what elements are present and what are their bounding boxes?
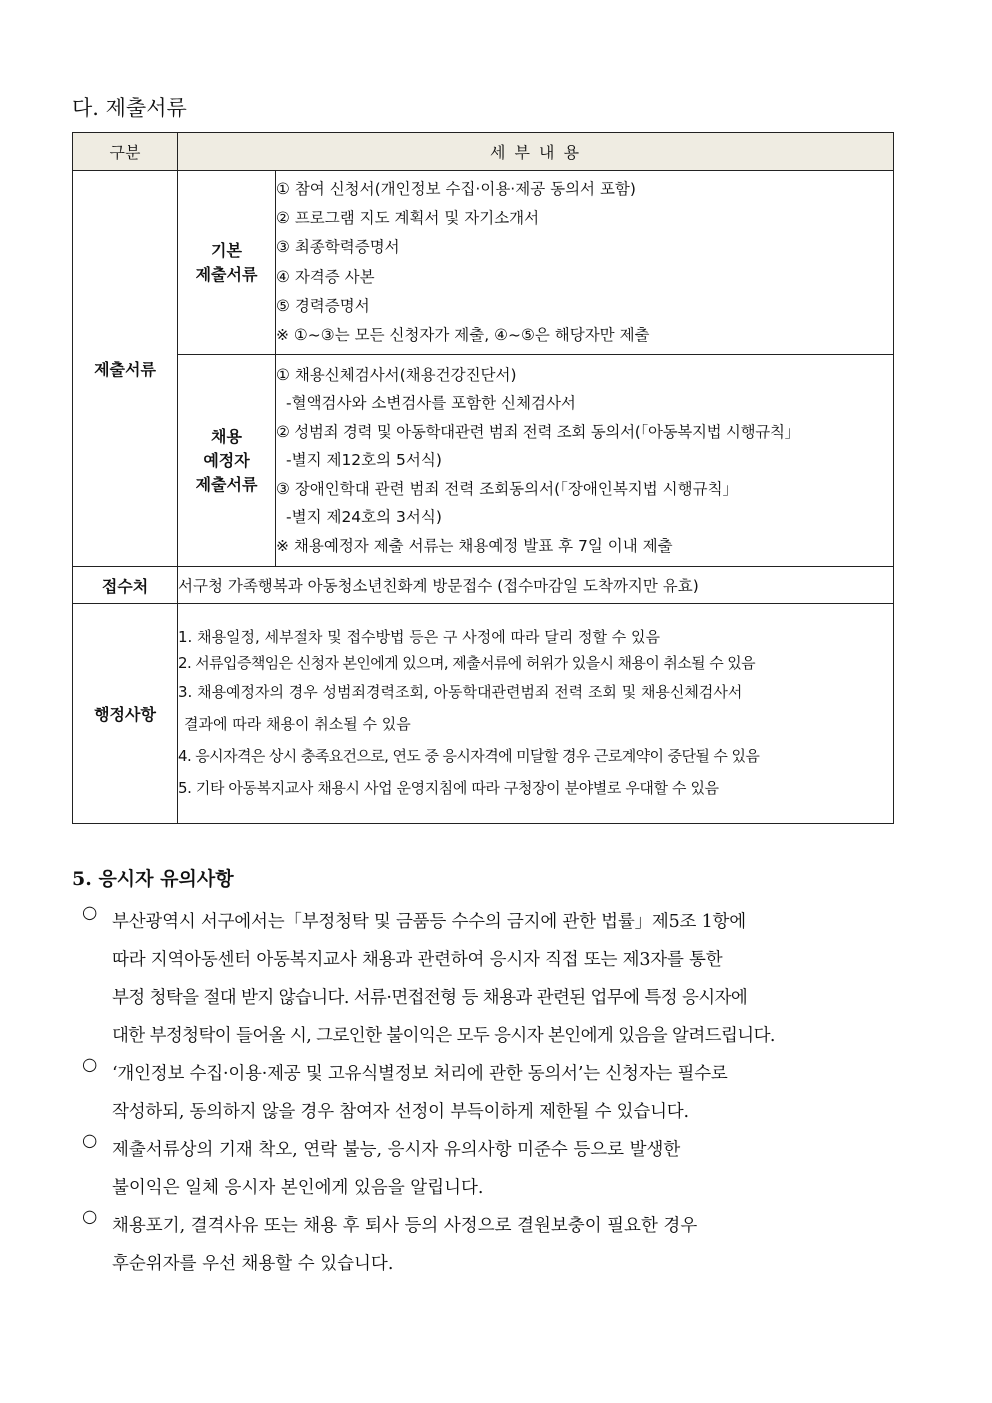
- bullet-circle-icon: ○: [82, 1207, 98, 1227]
- basic-label-line1: 기본: [211, 240, 242, 260]
- list-item: -별지 제12호의 5서식): [286, 451, 442, 470]
- list-item: 2. 서류입증책임은 신청자 본인에게 있으며, 제출서류에 허위가 있을시 채용이 취소될 수 있음: [178, 653, 756, 672]
- list-item: 결과에 따라 채용이 취소될 수 있음: [184, 714, 411, 733]
- admin-label: 행정사항: [73, 604, 178, 824]
- list-item: ⑤ 경력증명서: [276, 296, 370, 315]
- note-item: [82, 1055, 912, 1131]
- bullet-circle-icon: ○: [82, 903, 98, 923]
- note-item: [82, 1207, 912, 1283]
- list-item: ③ 최종학력증명서: [276, 238, 400, 257]
- basic-docs-list: [276, 171, 894, 355]
- reception-label: 접수처: [73, 567, 178, 604]
- table-row: [73, 604, 894, 824]
- section-5-title: 5. 응시자 유의사항: [72, 868, 234, 890]
- list-item: -별지 제24호의 3서식): [286, 508, 442, 527]
- basic-docs-label: [178, 171, 276, 355]
- list-item: 3. 채용예정자의 경우 성범죄경력조회, 아동학대관련범죄 전력 조회 및 채용신체검사서: [178, 682, 743, 701]
- bullet-circle-icon: ○: [82, 1131, 98, 1151]
- table-row: [73, 171, 894, 355]
- note-line: 제출서류상의 기재 착오, 연락 불능, 응시자 유의사항 미준수 등으로 발생한: [112, 1140, 681, 1160]
- candidate-docs-label: [178, 355, 276, 567]
- note-line: 부산광역시 서구에서는「부정청탁 및 금품등 수수의 금지에 관한 법률」제5조 1항에: [112, 912, 746, 932]
- note-line: 따라 지역아동센터 아동복지교사 채용과 관련하여 응시자 직접 또는 제3자를 통한: [112, 950, 723, 970]
- submission-documents-table: [72, 132, 894, 824]
- note-item: [82, 1131, 912, 1207]
- reception-text: 서구청 가족행복과 아동청소년친화계 방문접수 (접수마감일 도착까지만 유효): [178, 567, 894, 604]
- note-line: 채용포기, 결격사유 또는 채용 후 퇴사 등의 사정으로 결원보충이 필요한 경우: [112, 1216, 698, 1236]
- candidate-label-line3: 제출서류: [195, 474, 258, 494]
- list-item: 4. 응시자격은 상시 충족요건으로, 연도 중 응시자격에 미달할 경우 근로계약이 중단될 수 있음: [178, 746, 760, 765]
- header-category: 구분: [73, 133, 178, 171]
- note-line: 작성하되, 동의하지 않을 경우 참여자 선정이 부득이하게 제한될 수 있습니다.: [112, 1102, 689, 1122]
- admin-list: [178, 604, 894, 824]
- note-line: 부정 청탁을 절대 받지 않습니다. 서류·면접전형 등 채용과 관련된 업무에 특정 응시자에: [112, 988, 748, 1008]
- section-d-title: 다. 제출서류: [72, 96, 187, 120]
- list-item: ① 참여 신청서(개인정보 수집·이용·제공 동의서 포함): [276, 179, 636, 198]
- basic-label-line2: 제출서류: [195, 264, 258, 284]
- list-note: ※ ①~③는 모든 신청자가 제출, ④~⑤은 해당자만 제출: [276, 325, 650, 344]
- list-item: -혈액검사와 소변검사를 포함한 신체검사서: [286, 394, 576, 413]
- list-item: ③ 장애인학대 관련 범죄 전력 조회동의서(「장애인복지법 시행규칙」: [276, 479, 739, 498]
- note-item: [82, 903, 912, 1055]
- submit-category-label: 제출서류: [73, 171, 178, 567]
- bullet-circle-icon: ○: [82, 1055, 98, 1075]
- candidate-label-line1: 채용: [211, 426, 242, 446]
- list-note: ※ 채용예정자 제출 서류는 채용예정 발표 후 7일 이내 제출: [276, 536, 673, 555]
- note-line: ‘개인정보 수집·이용·제공 및 고유식별정보 처리에 관한 동의서’는 신청자는 필수로: [112, 1064, 728, 1084]
- table-row: [73, 355, 894, 567]
- note-line: 불이익은 일체 응시자 본인에게 있음을 알립니다.: [112, 1178, 484, 1198]
- candidate-docs-list: [276, 355, 894, 567]
- list-item: ④ 자격증 사본: [276, 267, 375, 286]
- list-item: 5. 기타 아동복지교사 채용시 사업 운영지침에 따라 구청장이 분야별로 우대할 수 있음: [178, 778, 719, 797]
- list-item: ② 성범죄 경력 및 아동학대관련 범죄 전력 조회 동의서(「아동복지법 시행규칙」: [276, 422, 800, 441]
- list-item: ② 프로그램 지도 계획서 및 자기소개서: [276, 209, 540, 228]
- note-line: 후순위자를 우선 채용할 수 있습니다.: [112, 1254, 394, 1274]
- candidate-label-line2: 예정자: [203, 450, 250, 470]
- applicant-notes: [82, 903, 912, 1283]
- note-line: 대한 부정청탁이 들어올 시, 그로인한 불이익은 모두 응시자 본인에게 있음을 알려드립니다.: [112, 1026, 775, 1046]
- table-row: [73, 567, 894, 604]
- list-item: 1. 채용일정, 세부절차 및 접수방법 등은 구 사정에 따라 달리 정할 수 있음: [178, 627, 661, 646]
- table-header-row: [73, 133, 894, 171]
- list-item: ① 채용신체검사서(채용건강진단서): [276, 365, 517, 384]
- header-details: 세 부 내 용: [178, 133, 894, 171]
